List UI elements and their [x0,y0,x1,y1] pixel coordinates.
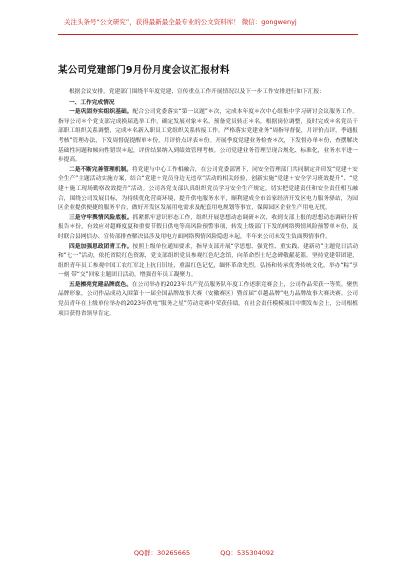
item-lead: 一是巩固夯实组织基础。 [69,109,133,116]
item-lead: 五是擦亮党建品牌底色。 [69,281,132,288]
item-paragraph-2 [58,166,358,214]
banner-divider [58,34,358,35]
qq-text: QQ：535304092 [220,549,275,557]
item-paragraph-3 [58,214,358,243]
footer-contact [0,548,408,557]
item-body: 按照上级单位通知要求，指导支部开展“学思想、强党性、重实践、建新功”主题党日活动和“七一”活动，依托省院红色资源，党支部组织党员参观红色纪念馆，向革命烈士纪念碑敬献花篮。坚持党建带团建，组织青年员工参观中国工农红军北上抗日旧址，重温红色记忆，缅怀革命先烈，弘扬和传承优秀传统文化。举办“粽”享一刻 带“交”回家主题团日活动，增强青年员工凝聚力。 [58,243,359,279]
item-lead: 三是守牢舆情风险底板。 [69,214,133,221]
document-body [58,62,358,319]
item-body: 在公司举办的2023年共产党员服务队年度工作述职竞赛会上，公司作品荣获一等奖。聚焦品牌形象，公司作品成功入围第十一届全国品牌故事大赛（安徽赛区）暨首届“卓越品牌”电力品牌故事大赛决赛。公司党员青年在上级单位举办的2023年供电“服务之星”劳动竞赛中荣获佳绩，在社会责任模模项目中期发布会上，公司根植项目获得省领导肯定。 [58,281,359,317]
item-paragraph-5 [58,281,358,319]
intro-paragraph: 根据会议安排，党建部门围绕半年度党建、宣传重点工作开展情况以及下一步工作安排进行如下汇报： [69,89,325,95]
item-paragraph-1 [58,108,358,166]
item-lead: 二是不断完善管理机制。 [69,166,132,173]
section-heading: 一、工作完成情况 [69,99,115,106]
item-body: 配合公司党委落实“第一议题”＊次，完成本年度＊次中心组集中学习研讨会议服务工作。指导公司＊个党支部完成换届选举工作，确定发展对象＊名、预备党员转正＊名，根据岗位调整，及时完成＊名党员干部职工组织关系调整，完成＊名新入职员工党组织关系转接工作。严格落实党建业务“周指导督促，月评价点评，季通报考核”管理办法，下发周督促提醒单＊份，月评价点评表＊份。开展季度党建业务检查＊次，下发督办单＊份，查摆解决基础性问题和倾向性错误＊起，评价结果纳入到绩效管理考核。公司党建业务管理呈现合规化、标准化，业务水平进一步提高。 [58,109,359,164]
top-banner [0,0,408,40]
document-title: 某公司党建部门9月份月度会议汇报材料 [58,65,230,76]
item-lead: 四是加强思政团青工作。 [69,243,133,250]
item-body: 抓紧抓牢意识形态工作，组织开展思想动态调研＊次，收到支部上报的思想动态调研分析报告＊份，有效应对超峰度夏和重要节假日供电等高风险预警事项，转发上级部门下发的网络舆情风险预警单＊份，及时联合县网信办、宣传部排查解决县涉及用电方面网络舆情风险隐患＊起，半年来公司未发生负面舆情事件。 [58,214,359,240]
item-body: 将党建与中心工作相融合，在公司党委部署下，同安全管理部门共同制定并印发“党建＋安全生产”主题活动实施方案，结合“党建＋党员身边无违章”活动的相关经验，创新实施“党建＋安全学习班效提升”、“党建＋施工现场勤察改效提升”活动。公司各党支部认真组织党员学习安全生产规定，切实把党建责任和安全责任相互融合，围绕公司发展目标，为持续优化营商环境，提升供电服务水平，顺利建成全市首家经济开发区电力服务驿站，为园区企业提供便捷的服务平台，做好开发区发展用电需求及配套用电规划等事宜，保障园区企业生产用电无忧。 [58,166,358,212]
item-paragraph-4 [58,243,358,281]
qq-group-text: QQ群：30265665 [133,549,191,557]
banner-text: 关注头条号“公文研究”，获得最新最全最专业的公文资料库！ 微信：gongwenyj [64,18,297,26]
